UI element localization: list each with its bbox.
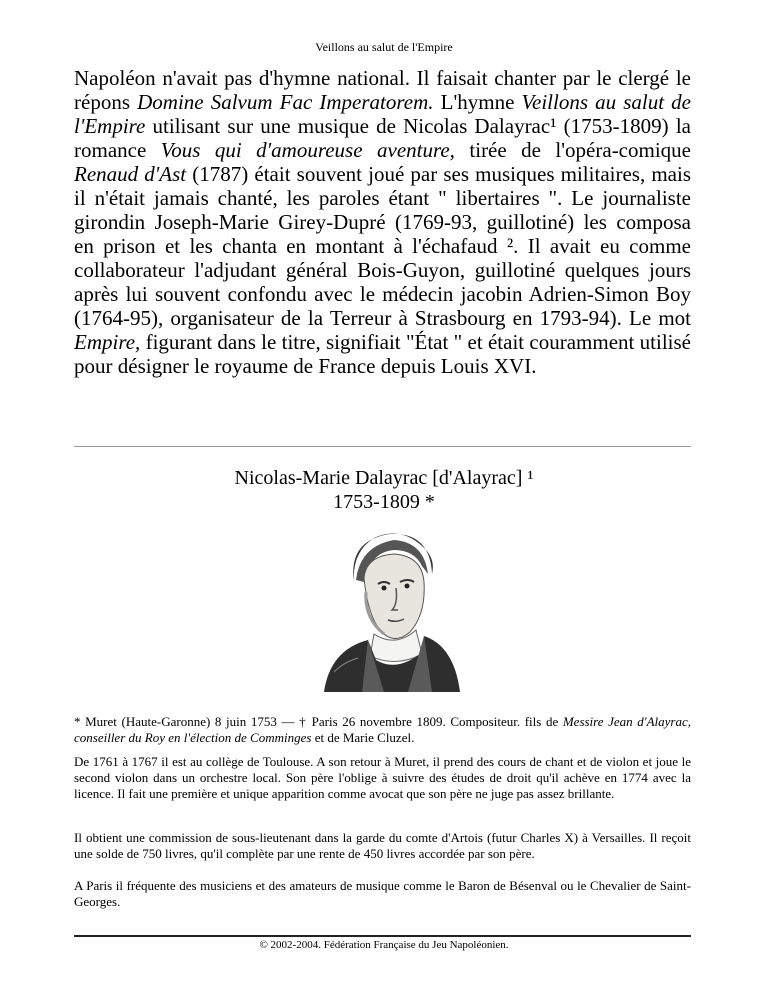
portrait-name: Nicolas-Marie Dalayrac [d'Alayrac] ¹	[234, 467, 534, 489]
bio-birth-paragraph: * Muret (Haute-Garonne) 8 juin 1753 — † Paris 26 novembre 1809. Compositeur. fils de Messire Jean d'Alayrac, conseiller du Roy en l'élection de Comminges et de Marie Cluzel.	[74, 714, 691, 745]
portrait-engraving	[304, 522, 468, 692]
bio-paris-paragraph: A Paris il fréquente des musiciens et des amateurs de musique comme le Baron de Bésenval ou le Chevalier de Saint-Georges.	[74, 878, 691, 909]
section-divider	[74, 446, 691, 447]
footer-divider	[74, 935, 691, 937]
page-header: Veillons au salut de l'Empire	[315, 40, 453, 54]
intro-paragraph: Napoléon n'avait pas d'hymne national. Il faisait chanter par le clergé le répons Domine Salvum Fac Imperatorem. L'hymne Veillons au salut de l'Empire utilisant sur une musique de Nicolas Dalayrac¹ (1753-1809) la romance Vous qui d'amoureuse aventure, tirée de l'opéra-comique Renaud d'Ast (1787) était souvent joué par ses musiques militaires, mais il n'était jamais chanté, les paroles étant " libertaires ". Le journaliste girondin Joseph-Marie Girey-Dupré (1769-93, guillotiné) les composa en prison et les chanta en montant à l'échafaud ². Il avait eu comme collaborateur l'adjudant général Bois-Guyon, guillotiné quelques jours après lui souvent confondu avec le médecin jacobin Adrien-Simon Boy (1764-95), organisateur de la Terreur à Strasbourg en 1793-94). Le mot Empire, figurant dans le titre, signifiait "État " et était couramment utilisé pour désigner le royaume de France depuis Louis XVI.	[74, 66, 692, 378]
bio-education-paragraph: De 1761 à 1767 il est au collège de Toulouse. A son retour à Muret, il prend des cours de chant et de violon et joue le second violon dans un orchestre local. Son père l'oblige à suivre des études de droit qu'il achève en 1774 avec la licence. Il fait une première et unique apparition comme avocat que son père ne juge pas assez brillante.	[74, 754, 691, 801]
portrait-caption	[0, 466, 768, 514]
portrait-dates: 1753-1809 *	[333, 491, 435, 513]
page-footer: © 2002-2004. Fédération Française du Jeu Napoléonien.	[259, 939, 509, 951]
bio-commission-paragraph: Il obtient une commission de sous-lieutenant dans la garde du comte d'Artois (futur Charles X) à Versailles. Il reçoit une solde de 750 livres, qu'il complète par une rente de 450 livres accordée par son père.	[74, 830, 691, 861]
